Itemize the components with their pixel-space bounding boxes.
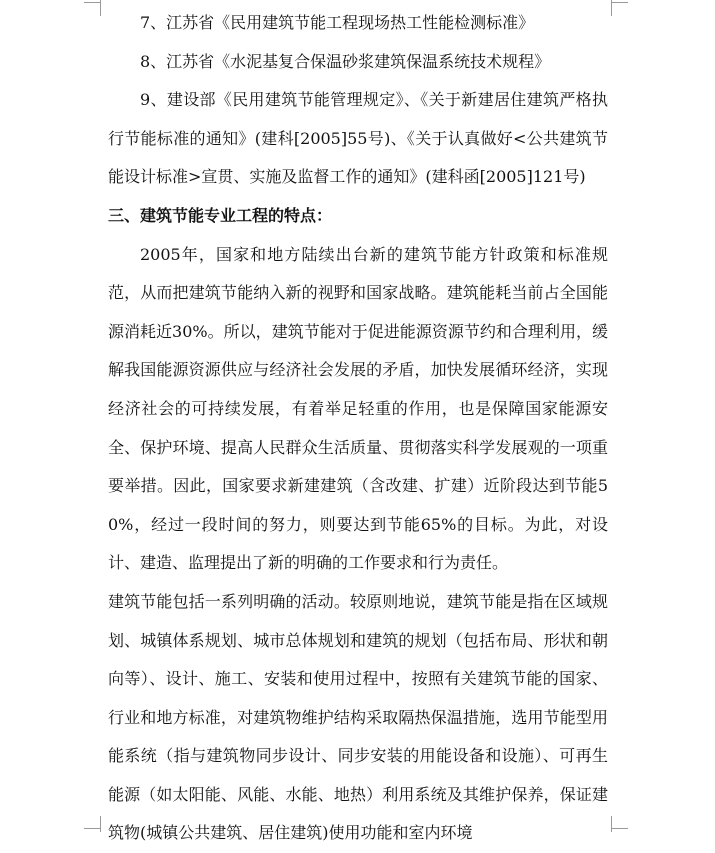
document-body [108, 4, 608, 853]
paragraph-1: 2005年，国家和地方陆续出台新的建筑节能方针政策和标准规范，从而把建筑节能纳入新的视野和国家战略。建筑能耗当前占全国能源消耗近30%。所以，建筑节能对于促进能源资源节约和合理利用，缓解我国能源资源供应与经济社会发展的矛盾，加快发展循环经济，实现经济社会的可持续发展，有着举足轻重的作用，也是保障国家能源安全、保护环境、提高人民群众生活质量、贯彻落实科学发展观的一项重要举措。因此，国家要求新建建筑（含改建、扩建）近阶段达到节能50%，经过一段时间的努力，则要达到节能65%的目标。为此，对设计、建造、监理提出了新的明确的工作要求和行为责任。 [108, 244, 608, 573]
paragraph-2: 建筑节能包括一系列明确的活动。较原则地说，建筑节能是指在区域规划、城镇体系规划、城市总体规划和建筑的规划（包括布局、形状和朝向等）、设计、施工、安装和使用过程中，按照有关建筑节能的国家、行业和地方标准，对建筑物维护结构采取隔热保温措施，选用节能型用能系统（指与建筑物同步设计、同步安装的用能设备和设施）、可再生能源（如太阳能、风能、水能、地热）利用系统及其维护保养，保证建筑物(城镇公共建筑、居住建筑)使用功能和室内环境 [108, 591, 608, 843]
crop-mark-top-left-h [84, 2, 100, 3]
list-item-7: 7、江苏省《民用建筑节能工程现场热工性能检测标准》 [140, 13, 535, 32]
crop-mark-bottom-left-h [84, 828, 100, 829]
crop-mark-bottom-right-v [611, 816, 612, 832]
list-item-8: 8、江苏省《水泥基复合保温砂浆建筑保温系统技术规程》 [140, 51, 551, 71]
section-heading: 三、建筑节能专业工程的特点： [108, 205, 333, 225]
crop-mark-top-right-h [612, 2, 628, 3]
list-item-9: 9、建设部《民用建筑节能管理规定》、《关于新建居住建筑严格执行节能标准的通知》(建科[2005]55号)、《关于认真做好<公共建筑节能设计标准>宣贯、实施及监督工作的通知》(建科函[2005]121号) [108, 90, 608, 187]
crop-mark-bottom-right-h [612, 828, 628, 829]
crop-mark-bottom-left-v [100, 816, 101, 832]
crop-mark-top-left-v [100, 0, 101, 16]
crop-mark-top-right-v [611, 0, 612, 16]
